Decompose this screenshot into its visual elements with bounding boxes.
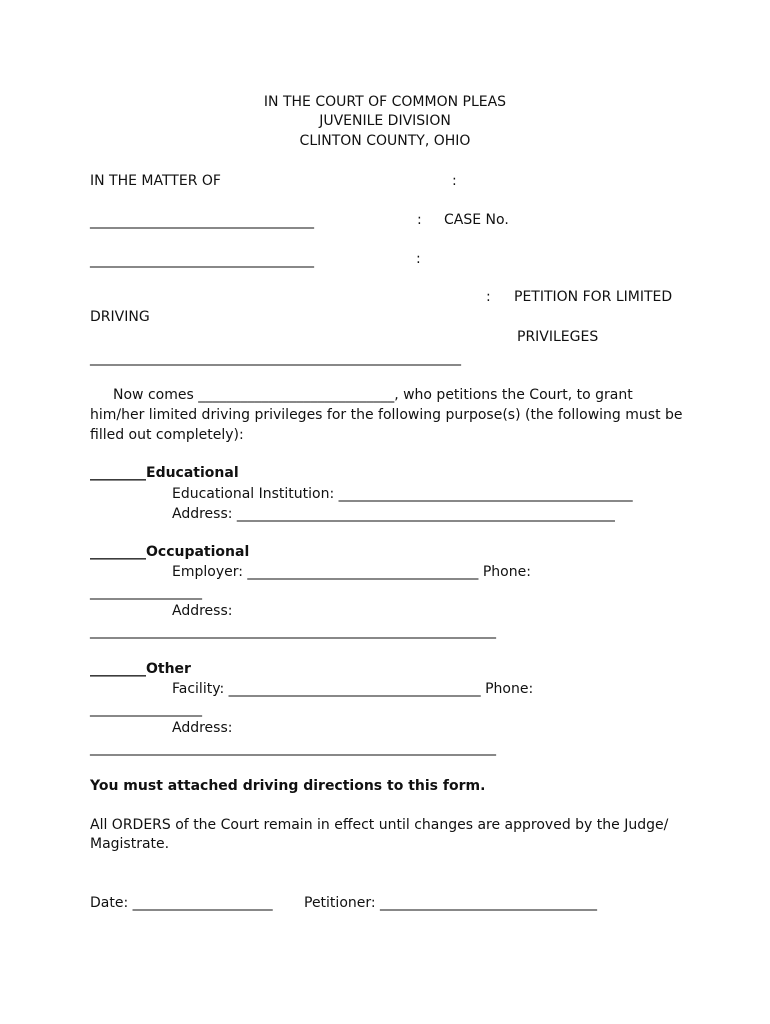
other-address-label: Address: (172, 720, 233, 736)
educational-checkbox-line[interactable]: ________Educational (90, 465, 239, 481)
petition-colon: : (486, 289, 491, 305)
educational-institution-field[interactable]: Educational Institution: __________________________________________ (172, 486, 633, 502)
matter-label: IN THE MATTER OF (90, 173, 221, 189)
caption-colon-3: : (416, 251, 421, 267)
division-name: JUVENILE DIVISION (319, 113, 451, 129)
caption-colon: : (452, 173, 457, 189)
facility-field[interactable]: Facility: ____________________________________ Phone: (172, 681, 534, 697)
other-checkbox-line[interactable]: ________Other (90, 661, 191, 677)
other-address-blank[interactable]: __________________________________________________________ (90, 740, 496, 756)
occupational-address-blank[interactable]: __________________________________________________________ (90, 623, 496, 639)
party-name-blank-2[interactable]: ________________________________ (90, 252, 314, 268)
employer-field[interactable]: Employer: _________________________________ Phone: (172, 564, 531, 580)
caption-rule: _____________________________________________________ (90, 350, 461, 366)
petition-title-privileges: PRIVILEGES (517, 329, 599, 345)
case-colon: : (417, 212, 422, 228)
petition-title-driving: DRIVING (90, 309, 150, 325)
intro-line-2: him/her limited driving privileges for the following purpose(s) (the following must be (90, 407, 683, 423)
orders-notice: All ORDERS of the Court remain in effect until changes are approved by the Judge/ Magistrate. (90, 817, 669, 852)
educational-address-field[interactable]: Address: ______________________________________________________ (172, 506, 615, 522)
occupational-checkbox-line[interactable]: ________Occupational (90, 544, 250, 560)
intro-line-3: filled out completely): (90, 427, 244, 443)
court-name: IN THE COURT OF COMMON PLEAS (263, 94, 507, 110)
petition-title: PETITION FOR LIMITED (514, 289, 673, 305)
date-field[interactable]: Date: ____________________ (90, 895, 273, 911)
facility-phone-blank[interactable]: ________________ (90, 701, 202, 717)
occupational-address-label: Address: (172, 603, 233, 619)
employer-phone-blank[interactable]: ________________ (90, 584, 202, 600)
case-number-label: CASE No. (444, 212, 509, 228)
petitioner-signature-field[interactable]: Petitioner: _______________________________ (304, 895, 598, 911)
party-name-blank[interactable]: ________________________________ (90, 213, 314, 229)
directions-notice: You must attached driving directions to this form. (90, 778, 486, 794)
intro-line-1[interactable]: Now comes ____________________________, who petitions the Court, to grant (113, 387, 633, 403)
county-name: CLINTON COUNTY, OHIO (299, 133, 471, 149)
